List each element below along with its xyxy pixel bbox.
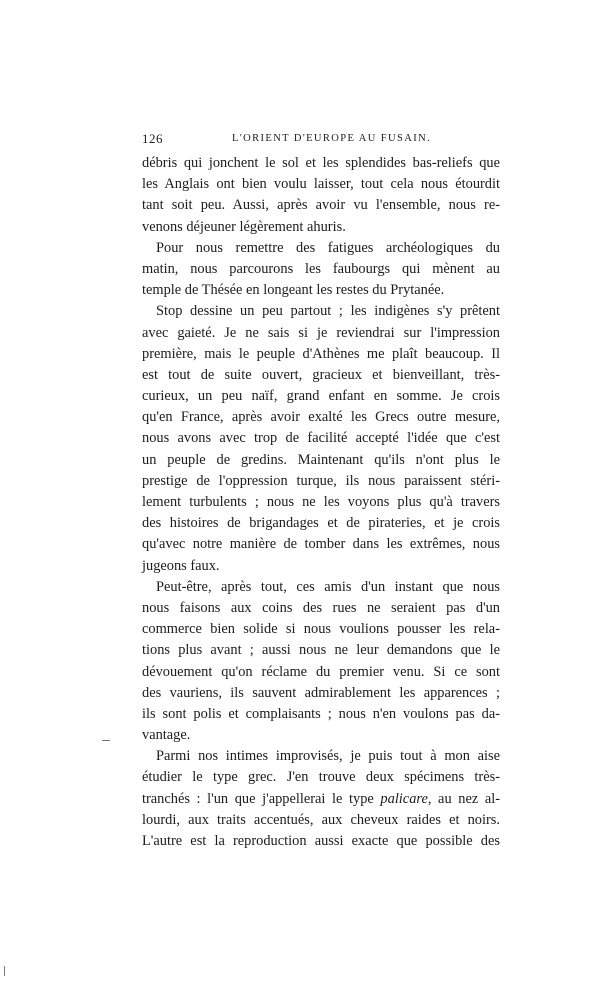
text-line: commerce bien solide si nous voulions pousser les rela-: [142, 621, 500, 638]
margin-mark: [102, 740, 110, 741]
page-number: 126: [142, 131, 163, 146]
text-line: qu'avec notre manière de tomber dans les extrêmes, nous: [142, 536, 500, 553]
running-title: L'ORIENT D'EUROPE AU FUSAIN.: [232, 133, 432, 144]
text-line: curieux, un peu naïf, grand enfant en somme. Je crois: [142, 388, 500, 405]
text-line: des histoires de brigandages et de pirateries, et je crois: [142, 515, 500, 532]
text-line: nous avons avec trop de facilité accepté l'idée que c'est: [142, 430, 500, 447]
text-line: qu'en France, après avoir exalté les Grecs outre mesure,: [142, 409, 500, 426]
text-segment: tranchés : l'un que j'appellerai le type: [142, 790, 381, 807]
text-line: débris qui jonchent le sol et les splendides bas-reliefs que: [142, 155, 500, 171]
text-line: dévouement qu'on réclame du premier venu. Si ce sont: [142, 663, 500, 680]
text-line: Pour nous remettre des fatigues archéologiques du: [156, 239, 500, 256]
text-line: lement turbulents ; nous ne les voyons plus qu'à travers: [142, 494, 500, 510]
italic-term: palicare: [380, 790, 428, 807]
text-line: [142, 789, 500, 810]
text-line: étudier le type grec. J'en trouve deux spécimens très-: [142, 769, 500, 786]
text-line: Stop dessine un peu partout ; les indigènes s'y prêtent: [156, 303, 500, 320]
text-line: lourdi, aux traits accentués, aux cheveux raides et noirs.: [142, 811, 500, 828]
text-line: est tout de suite ouvert, gracieux et bienveillant, très-: [142, 366, 500, 383]
text-line: temple de Thésée en longeant les restes du Prytanée.: [142, 282, 445, 299]
text-line: les Anglais ont bien voulu laisser, tout cela nous étourdit: [142, 176, 500, 193]
text-line: ils sont polis et complaisants ; nous n'en voulons pas da-: [142, 705, 500, 722]
text-line: L'autre est la reproduction aussi exacte que possible des: [142, 833, 500, 849]
text-line: tant soit peu. Aussi, après avoir vu l'ensemble, nous re-: [142, 197, 500, 214]
text-line: tions plus avant ; aussi nous ne leur demandons que le: [142, 642, 500, 659]
text-line: jugeons faux.: [142, 557, 220, 574]
text-line: première, mais le peuple d'Athènes me plaît beaucoup. Il: [142, 345, 500, 362]
text-segment: , au nez al-: [427, 790, 500, 807]
text-line: nous faisons aux coins des rues ne seraient pas d'un: [142, 599, 500, 616]
text-line: venons déjeuner légèrement ahuris.: [142, 218, 346, 235]
text-line: prestige de l'oppression turque, ils nous paraissent stéri-: [142, 472, 500, 489]
text-line: avec gaieté. Je ne sais si je reviendrai sur l'impression: [142, 324, 500, 341]
text-line: vantage.: [142, 727, 191, 744]
text-line: matin, nous parcourons les faubourgs qui mènent au: [142, 260, 500, 277]
text-line: Peut-être, après tout, ces amis d'un instant que nous: [156, 578, 500, 595]
text-line: Parmi nos intimes improvisés, je puis tout à mon aise: [156, 748, 500, 765]
text-line: un peuple de gredins. Maintenant qu'ils n'ont plus le: [142, 451, 500, 468]
body-text: [142, 153, 500, 852]
text-line: des vauriens, ils sauvent admirablement les apparences ;: [142, 684, 500, 701]
margin-mark: [4, 966, 5, 976]
page-header: [142, 131, 502, 149]
